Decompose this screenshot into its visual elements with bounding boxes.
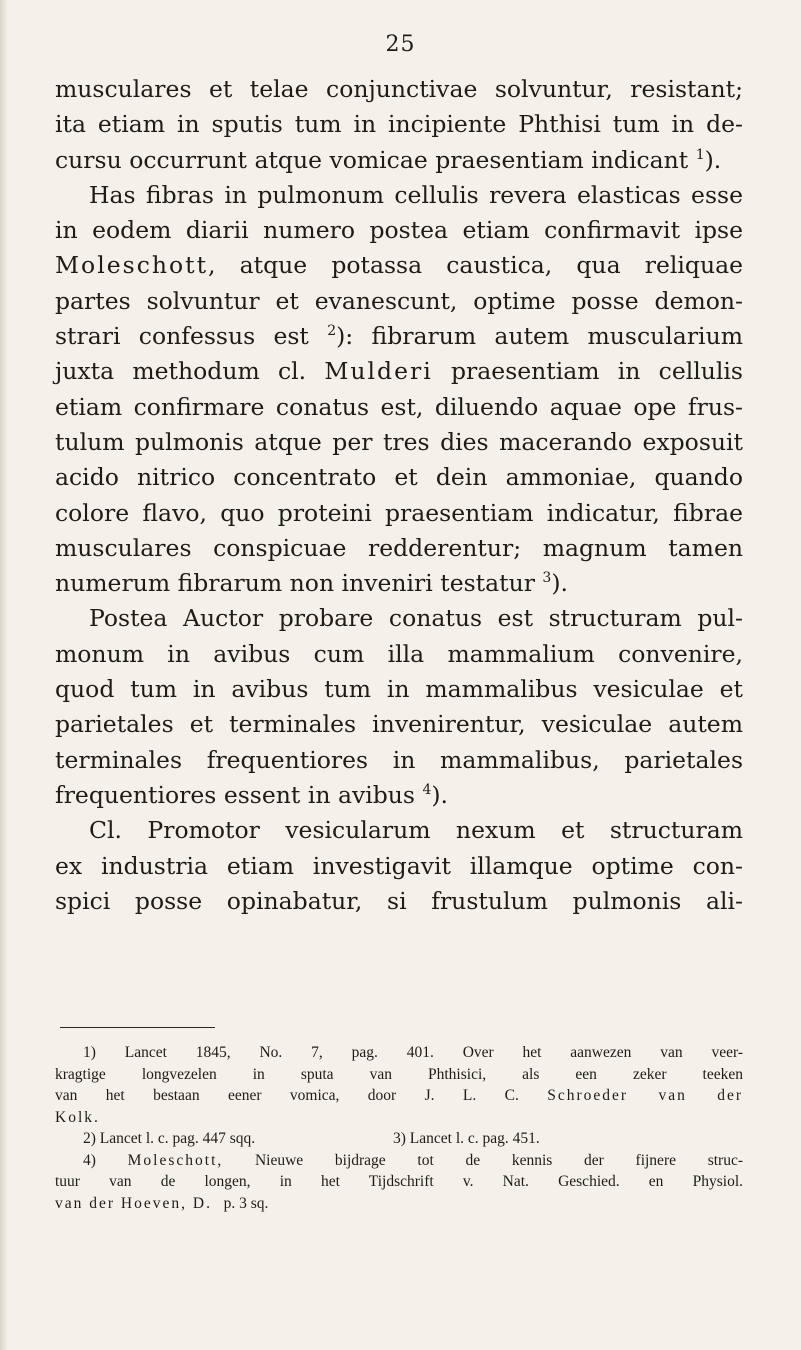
footnote-4-cont: van der Hoeven, D. p. 3 sq.: [55, 1194, 269, 1212]
text-line: terminales frequentiores in mammalibus, parietales: [55, 745, 743, 774]
author-name: van der Hoeven, D.: [55, 1194, 212, 1212]
text-line: Postea Auctor probare conatus est structuram pul-: [89, 604, 743, 633]
footnote-4-cont: tuur van de longen, in het Tijdschrift v. Nat. Geschied. en Physiol.: [55, 1173, 743, 1190]
text-line: parietales et terminales invenirentur, vesiculae autem: [55, 710, 743, 739]
footnote-divider: [60, 1027, 215, 1028]
footnote-4: 4) Moleschott, Nieuwe bijdrage tot de kennis der fijnere struc-: [83, 1151, 743, 1169]
author-name: Moleschott: [55, 251, 209, 280]
footnote-1: 1) Lancet 1845, No. 7, pag. 401. Over het aanwezen van veer-: [83, 1044, 743, 1061]
text-line: juxta methodum cl. Mulderi praesentiam in cellulis: [55, 357, 743, 386]
author-name: Mulderi: [324, 357, 433, 386]
footnote-ref[interactable]: 2: [327, 323, 337, 340]
text-line: musculares et telae conjunctivae solvuntur, resistant;: [55, 75, 743, 103]
text-line: in eodem diarii numero postea etiam confirmavit ipse: [55, 216, 743, 245]
footnote-2-3: [55, 1128, 743, 1150]
footnote-1-cont: van het bestaan eener vomica, door J. L. C. Schroeder van der: [55, 1087, 743, 1104]
text-line: strari confessus est $^2$): fibrarum autem muscularium: [55, 322, 743, 351]
text-line: numerum fibrarum non inveniri testatur $^3$).: [55, 569, 568, 598]
text-line: spici posse opinabatur, si frustulum pulmonis ali-: [55, 886, 743, 915]
text-line: musculares conspicuae redderentur; magnum tamen: [55, 533, 743, 562]
text-line: ita etiam in sputis tum in incipiente Phthisi tum in de-: [55, 110, 743, 139]
text-line: frequentiores essent in avibus $^4$).: [55, 780, 449, 809]
body-text: [55, 72, 743, 919]
text-line: Has fibras in pulmonum cellulis revera elasticas esse: [89, 180, 743, 209]
footnote-ref[interactable]: 1: [695, 146, 705, 163]
text-line: monum in avibus cum illa mammalium convenire,: [55, 639, 743, 668]
text-line: tulum pulmonis atque per tres dies macerando exposuit: [55, 427, 743, 456]
footnotes: [55, 1042, 743, 1214]
text-line: cursu occurrunt atque vomicae praesentiam indicant $^1$).: [55, 145, 722, 174]
page-edge-shadow: [0, 0, 8, 1350]
text-line: Cl. Promotor vesicularum nexum et structuram: [89, 816, 743, 845]
footnote-3: 3) Lancet l. c. pag. 451.: [393, 1130, 540, 1147]
text-line: partes solvuntur et evanescunt, optime posse demon-: [55, 286, 743, 315]
footnote-1-cont: [55, 1107, 743, 1129]
author-name: Schroeder van der: [547, 1087, 743, 1104]
text-line: etiam confirmare conatus est, diluendo aquae ope frus-: [55, 392, 743, 421]
footnote-1-cont: kragtige longvezelen in sputa van Phthisici, als een zeker teeken: [55, 1065, 743, 1083]
footnote-2: 2) Lancet l. c. pag. 447 sqq.: [83, 1130, 256, 1147]
text-line: acido nitrico concentrato et dein ammoniae, quando: [55, 463, 743, 492]
page-number: 25: [385, 32, 416, 57]
footnote-ref[interactable]: 4: [422, 781, 432, 798]
footnote-ref[interactable]: 3: [542, 570, 552, 587]
author-name: Kolk.: [55, 1108, 100, 1126]
text-line: ex industria etiam investigavit illamque optime con-: [55, 851, 743, 880]
text-line: Moleschott, atque potassa caustica, qua reliquae: [55, 251, 743, 280]
author-name: Moleschott,: [127, 1151, 224, 1169]
text-line: quod tum in avibus tum in mammalibus vesiculae et: [55, 675, 743, 704]
text-line: colore flavo, quo proteini praesentiam indicatur, fibrae: [55, 498, 743, 527]
